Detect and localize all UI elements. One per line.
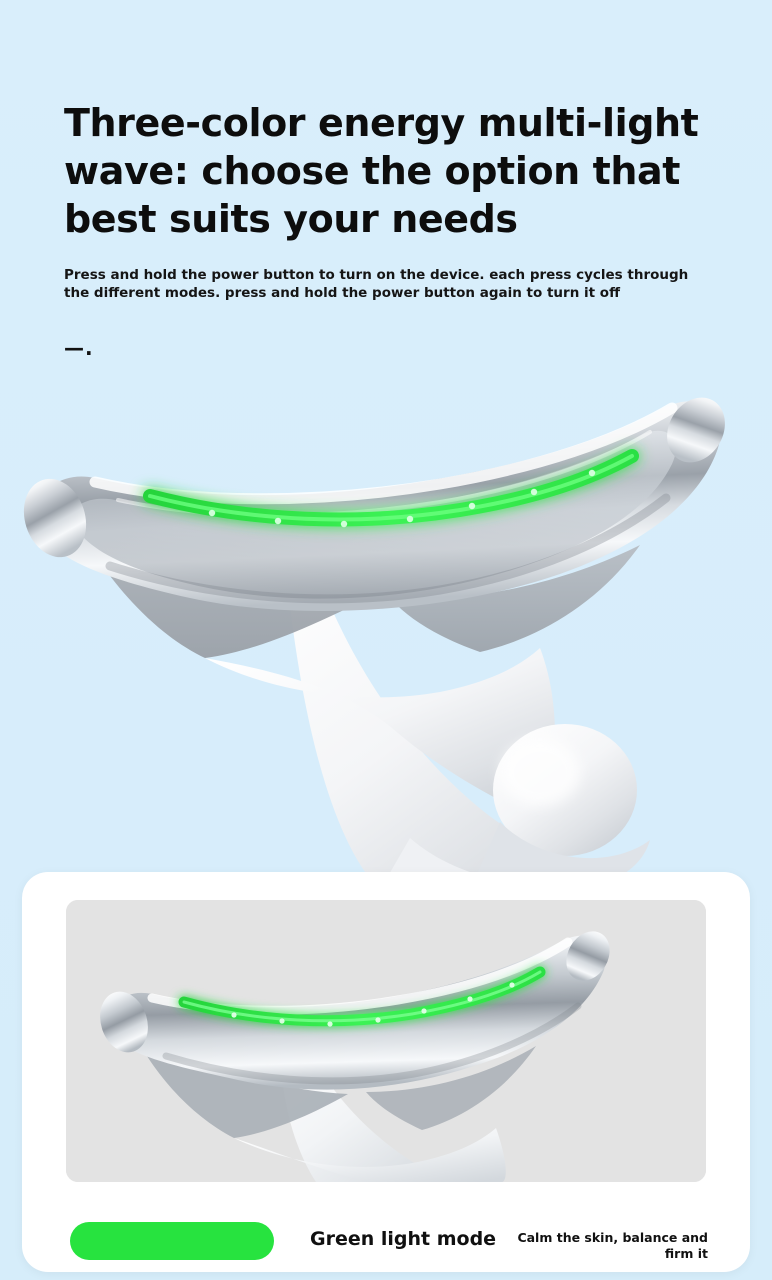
dash-mark: —. xyxy=(64,336,94,360)
green-mode-label: Green light mode xyxy=(310,1228,497,1250)
page-title: Three-color energy multi-light wave: choose the option that best suits your needs xyxy=(64,101,699,242)
green-mode-photo xyxy=(66,900,706,1182)
green-mode-color-swatch xyxy=(70,1222,274,1260)
green-mode-card xyxy=(22,872,750,1272)
hero-product-image xyxy=(0,370,772,890)
green-mode-description: Calm the skin, balance and firm it xyxy=(517,1230,708,1261)
instructions-text: Press and hold the power button to turn on the device. each press cycles through the different modes. press and hold the power button again to turn it off xyxy=(64,266,689,301)
